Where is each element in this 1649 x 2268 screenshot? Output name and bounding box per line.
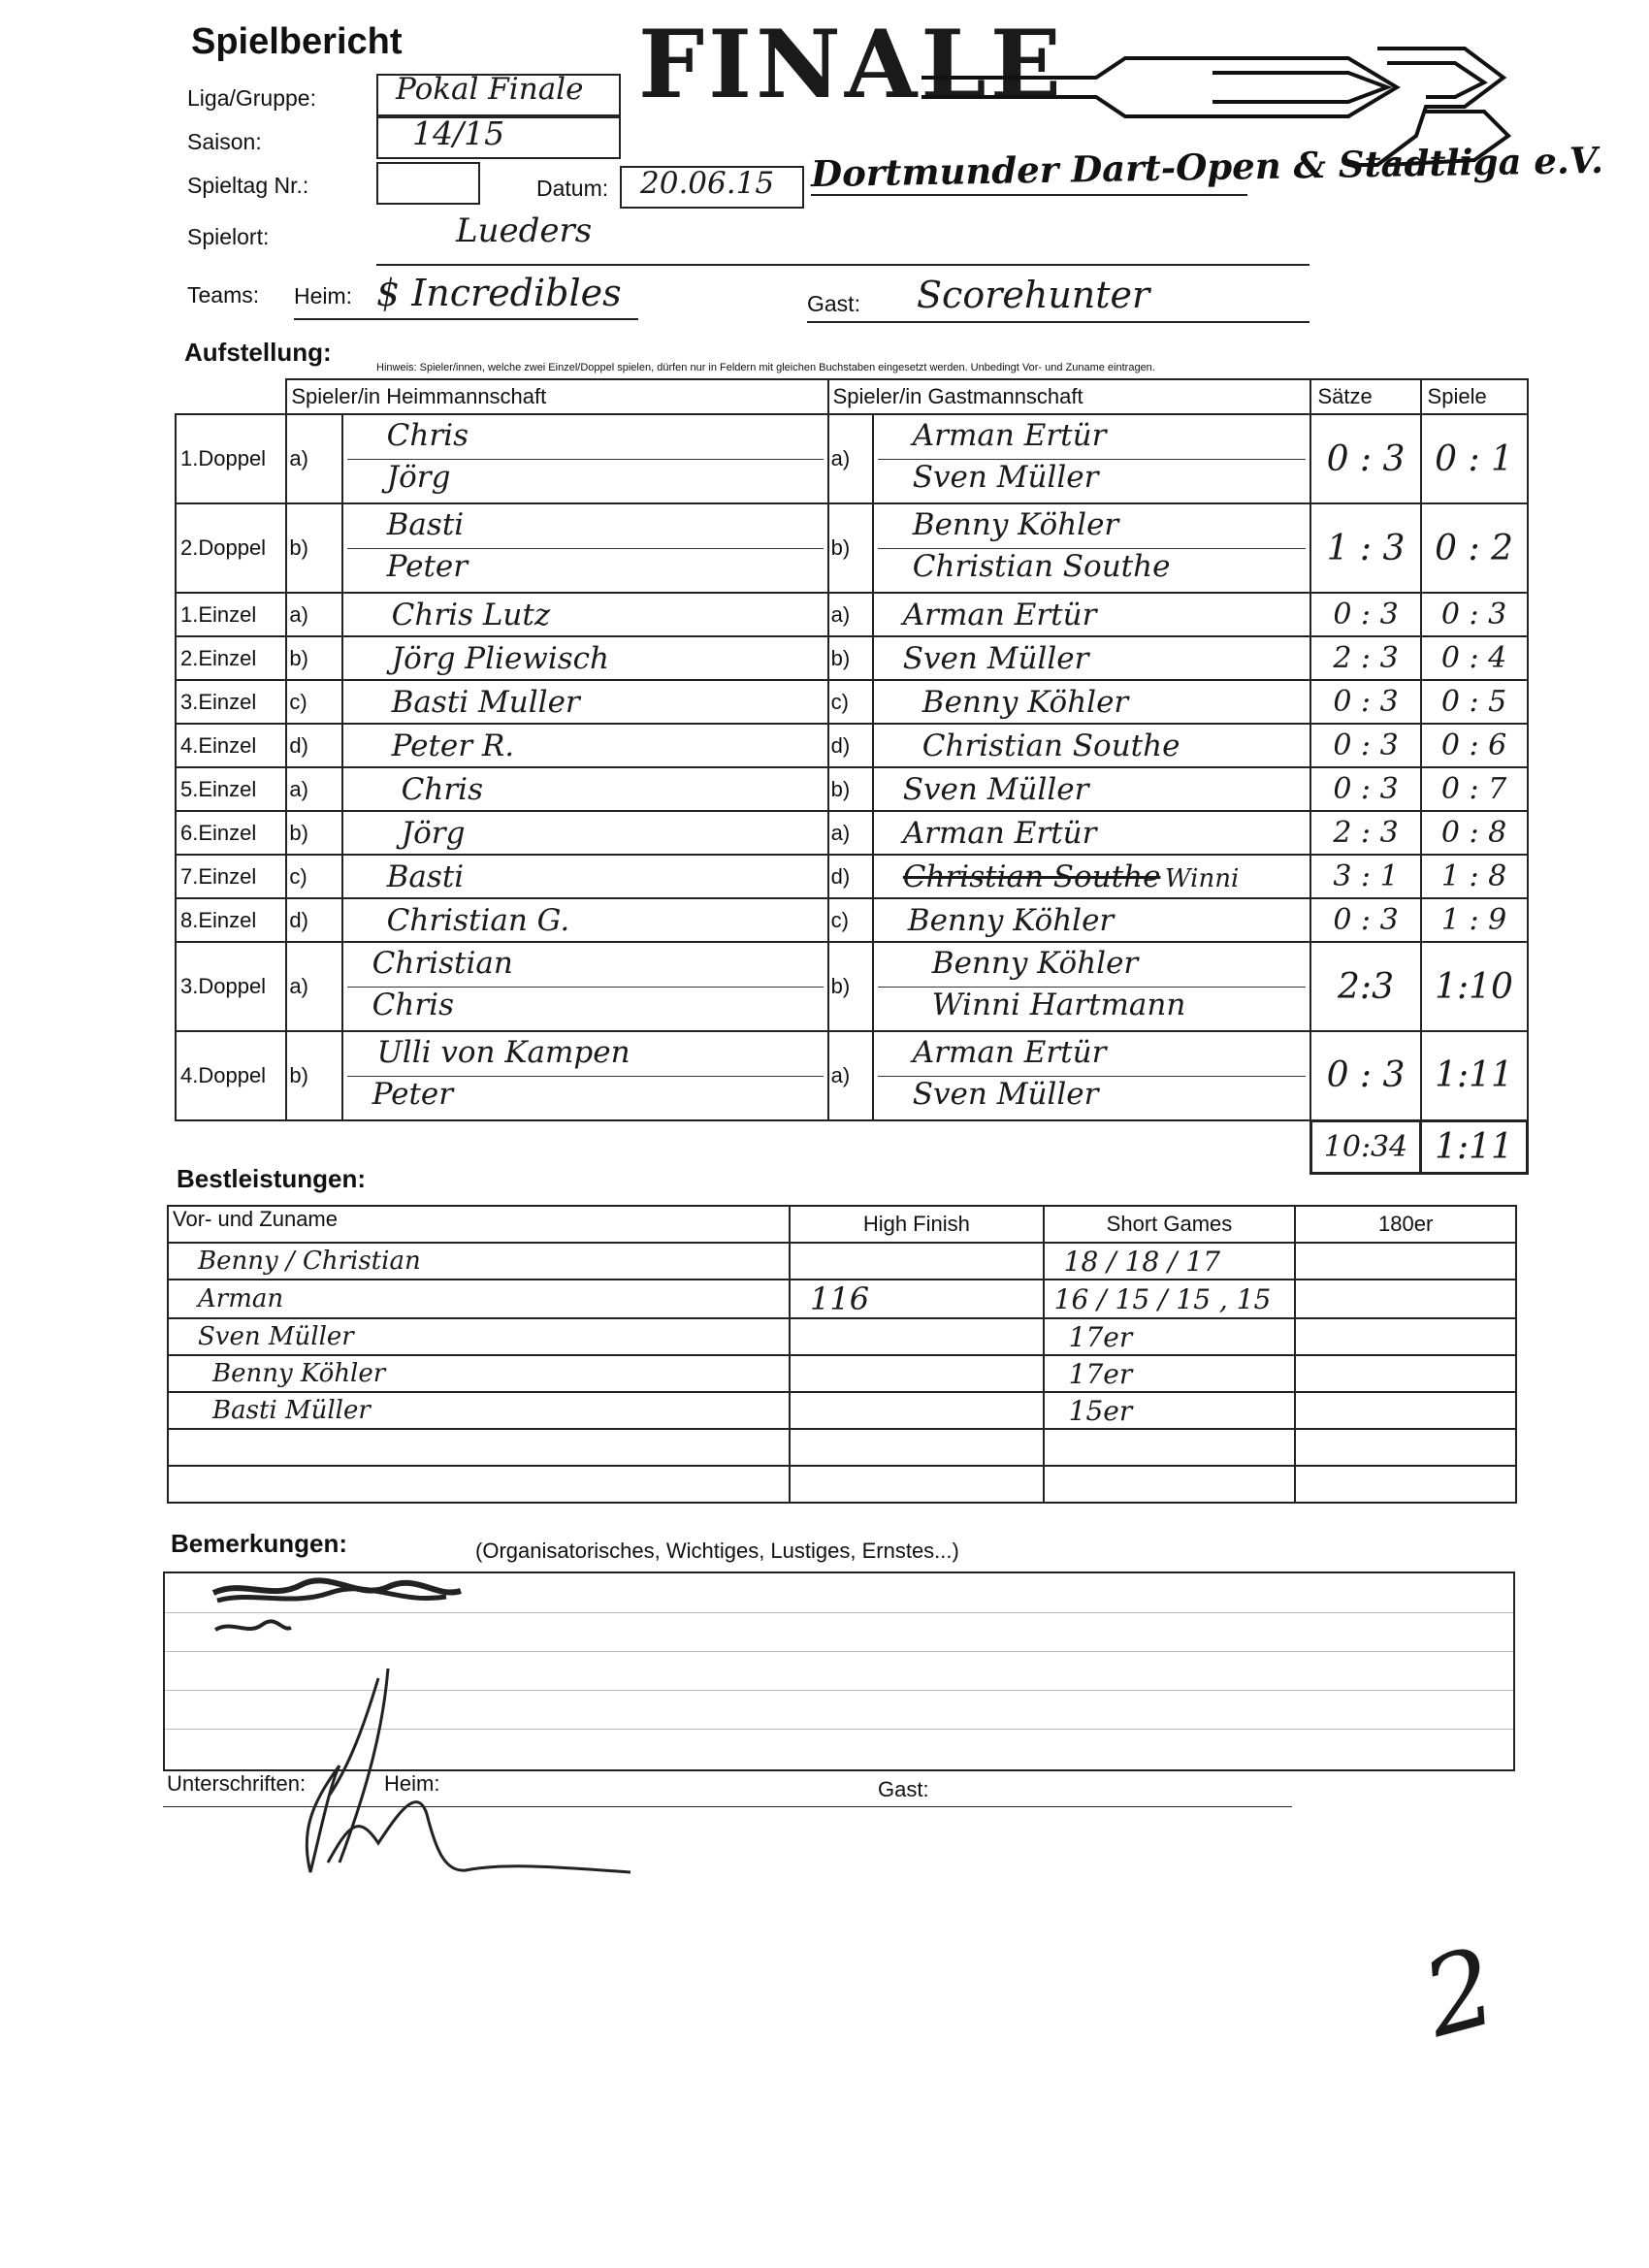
gast-value: Scorehunter xyxy=(917,274,1150,316)
sets-score[interactable]: 0 : 3 xyxy=(1310,767,1420,811)
table-row xyxy=(176,503,1528,593)
saison-value: 14/15 xyxy=(412,114,505,152)
datum-value: 20.06.15 xyxy=(640,166,775,201)
scribble-icon xyxy=(204,1571,475,1649)
best-heading: Bestleistungen: xyxy=(177,1164,367,1193)
home-slot: b) xyxy=(286,503,341,593)
table-row xyxy=(176,636,1528,680)
games-score[interactable]: 1:11 xyxy=(1421,1031,1528,1120)
guest-slot: b) xyxy=(828,636,873,680)
table-row xyxy=(168,1429,1516,1466)
games-score[interactable]: 1:10 xyxy=(1421,942,1528,1031)
home-player[interactable]: Chris xyxy=(342,767,828,811)
games-score[interactable]: 0 : 8 xyxy=(1421,811,1528,855)
guest-slot: c) xyxy=(828,680,873,724)
table-row xyxy=(168,1318,1516,1355)
guest-slot: a) xyxy=(828,593,873,636)
best-short[interactable]: 18 / 18 / 17 xyxy=(1044,1243,1296,1280)
home-slot: b) xyxy=(286,1031,341,1120)
guest-player[interactable]: Sven Müller xyxy=(873,636,1311,680)
table-row xyxy=(176,855,1528,898)
guest-player[interactable]: Sven Müller xyxy=(873,767,1311,811)
best-short[interactable]: 16 / 15 / 15 , 15 xyxy=(1044,1280,1296,1318)
guest-player[interactable]: Christian Southe xyxy=(873,724,1311,767)
games-score[interactable]: 0 : 6 xyxy=(1421,724,1528,767)
gast-line xyxy=(807,321,1310,323)
guest-players[interactable]: Arman Ertür Sven Müller xyxy=(873,414,1311,503)
sets-score[interactable]: 0 : 3 xyxy=(1310,724,1420,767)
guest-players[interactable]: Arman Ertür Sven Müller xyxy=(873,1031,1311,1120)
table-row xyxy=(176,811,1528,855)
best-180[interactable] xyxy=(1295,1392,1516,1429)
guest-slot: a) xyxy=(828,1031,873,1120)
page-mark: 2 xyxy=(1410,1924,1509,2061)
best-finish[interactable] xyxy=(790,1466,1044,1503)
org-name: Dortmunder Dart-Open & Stadtliga e.V. xyxy=(810,138,1604,196)
best-name[interactable] xyxy=(168,1466,790,1503)
best-finish[interactable]: 116 xyxy=(790,1280,1044,1318)
games-score[interactable]: 0 : 2 xyxy=(1421,503,1528,593)
best-finish[interactable] xyxy=(790,1429,1044,1466)
home-slot: a) xyxy=(286,593,341,636)
saison-label: Saison: xyxy=(187,129,262,154)
col-guest-header: Spieler/in Gastmannschaft xyxy=(828,379,1311,414)
home-player[interactable]: Jörg xyxy=(342,811,828,855)
row-label: 2.Einzel xyxy=(176,636,286,680)
sets-score[interactable]: 0 : 3 xyxy=(1310,898,1420,942)
best-finish[interactable] xyxy=(790,1392,1044,1429)
games-score[interactable]: 0 : 3 xyxy=(1421,593,1528,636)
col-short-header: Short Games xyxy=(1044,1206,1296,1243)
best-name[interactable] xyxy=(168,1429,790,1466)
best-short[interactable]: 15er xyxy=(1044,1392,1296,1429)
games-score[interactable]: 1 : 8 xyxy=(1421,855,1528,898)
guest-slot: a) xyxy=(828,414,873,503)
datum-label: Datum: xyxy=(536,176,609,201)
guest-slot: d) xyxy=(828,724,873,767)
table-row xyxy=(176,414,1528,503)
home-slot: d) xyxy=(286,898,341,942)
spieltag-field[interactable] xyxy=(376,162,480,205)
games-score[interactable]: 0 : 4 xyxy=(1421,636,1528,680)
best-short[interactable]: 17er xyxy=(1044,1355,1296,1392)
heim-value: $ Incredibles xyxy=(376,272,622,314)
row-label: 1.Doppel xyxy=(176,414,286,503)
heim-line xyxy=(294,318,638,320)
sets-score[interactable]: 2:3 xyxy=(1310,942,1420,1031)
lineup-heading: Aufstellung: xyxy=(184,338,332,367)
signature-heim-label: Heim: xyxy=(384,1771,440,1796)
best-name[interactable]: Benny Köhler xyxy=(168,1355,790,1392)
signature-gast-label: Gast: xyxy=(878,1777,929,1801)
sets-score[interactable]: 1 : 3 xyxy=(1310,503,1420,593)
row-label: 4.Einzel xyxy=(176,724,286,767)
best-name[interactable]: Sven Müller xyxy=(168,1318,790,1355)
spieltag-label: Spieltag Nr.: xyxy=(187,173,309,198)
row-label: 3.Doppel xyxy=(176,942,286,1031)
best-180[interactable] xyxy=(1295,1280,1516,1318)
lineup-table xyxy=(175,378,1529,1175)
home-slot: c) xyxy=(286,855,341,898)
best-180[interactable] xyxy=(1295,1243,1516,1280)
sets-score[interactable]: 3 : 1 xyxy=(1310,855,1420,898)
home-slot: b) xyxy=(286,636,341,680)
teams-label: Teams: xyxy=(187,282,260,308)
home-slot: b) xyxy=(286,811,341,855)
guest-player[interactable]: Benny Köhler xyxy=(873,898,1311,942)
home-slot: a) xyxy=(286,767,341,811)
sets-score[interactable]: 2 : 3 xyxy=(1310,811,1420,855)
guest-slot: d) xyxy=(828,855,873,898)
guest-players[interactable]: Benny Köhler Winni Hartmann xyxy=(873,942,1311,1031)
col-name-header: Vor- und Zuname xyxy=(168,1206,790,1243)
row-label: 7.Einzel xyxy=(176,855,286,898)
remarks-hint: (Organisatorisches, Wichtiges, Lustiges, Ernstes...) xyxy=(475,1539,959,1563)
best-name[interactable]: Arman xyxy=(168,1280,790,1318)
best-name[interactable]: Basti Müller xyxy=(168,1392,790,1429)
home-players[interactable]: Chris Jörg xyxy=(342,414,828,503)
table-row xyxy=(176,767,1528,811)
table-row xyxy=(176,680,1528,724)
signatures-label: Unterschriften: xyxy=(167,1771,307,1796)
best-180[interactable] xyxy=(1295,1318,1516,1355)
lineup-hint: Hinweis: Spieler/innen, welche zwei Einzel/Doppel spielen, dürfen nur in Feldern mit gleichen Buchstaben eingesetzt werden. Unbedingt Vor- und Zuname eintragen. xyxy=(376,362,1155,373)
col-home-header: Spieler/in Heimmannschaft xyxy=(286,379,827,414)
gast-label: Gast: xyxy=(807,291,860,316)
col-games-header: Spiele xyxy=(1421,379,1528,414)
games-score[interactable]: 0 : 1 xyxy=(1421,414,1528,503)
row-label: 6.Einzel xyxy=(176,811,286,855)
liga-label: Liga/Gruppe: xyxy=(187,85,316,111)
table-row xyxy=(168,1466,1516,1503)
best-name[interactable]: Benny / Christian xyxy=(168,1243,790,1280)
best-180[interactable] xyxy=(1295,1429,1516,1466)
home-players[interactable]: Basti Peter xyxy=(342,503,828,593)
sets-score[interactable]: 0 : 3 xyxy=(1310,414,1420,503)
sets-score[interactable]: 0 : 3 xyxy=(1310,680,1420,724)
games-score[interactable]: 0 : 5 xyxy=(1421,680,1528,724)
best-finish[interactable] xyxy=(790,1318,1044,1355)
best-short[interactable] xyxy=(1044,1466,1296,1503)
sets-score[interactable]: 2 : 3 xyxy=(1310,636,1420,680)
home-player[interactable]: Chris Lutz xyxy=(342,593,828,636)
guest-slot: c) xyxy=(828,898,873,942)
row-label: 2.Doppel xyxy=(176,503,286,593)
col-sets-header: Sätze xyxy=(1310,379,1420,414)
row-label: 1.Einzel xyxy=(176,593,286,636)
table-row xyxy=(168,1280,1516,1318)
spielort-label: Spielort: xyxy=(187,224,270,249)
home-player[interactable]: Basti xyxy=(342,855,828,898)
row-label: 5.Einzel xyxy=(176,767,286,811)
best-finish[interactable] xyxy=(790,1355,1044,1392)
table-row xyxy=(176,898,1528,942)
heim-label: Heim: xyxy=(294,283,353,308)
liga-value: Pokal Finale xyxy=(396,72,584,107)
col-finish-header: High Finish xyxy=(790,1206,1044,1243)
row-label: 4.Doppel xyxy=(176,1031,286,1120)
home-slot: a) xyxy=(286,414,341,503)
home-slot: c) xyxy=(286,680,341,724)
best-short[interactable]: 17er xyxy=(1044,1318,1296,1355)
guest-player[interactable]: Christian Southe Winni xyxy=(873,855,1311,898)
table-row xyxy=(176,593,1528,636)
best-180[interactable] xyxy=(1295,1466,1516,1503)
best-finish[interactable] xyxy=(790,1243,1044,1280)
table-row xyxy=(176,724,1528,767)
home-player[interactable]: Christian G. xyxy=(342,898,828,942)
signature-heim-icon[interactable] xyxy=(272,1639,660,1911)
home-players[interactable]: Ulli von Kampen Peter xyxy=(342,1031,828,1120)
page-title: Spielbericht xyxy=(191,21,403,62)
guest-slot: a) xyxy=(828,811,873,855)
sets-score[interactable]: 0 : 3 xyxy=(1310,1031,1420,1120)
home-player[interactable]: Peter R. xyxy=(342,724,828,767)
remarks-heading: Bemerkungen: xyxy=(171,1529,348,1558)
table-row xyxy=(168,1355,1516,1392)
best-short[interactable] xyxy=(1044,1429,1296,1466)
org-underline xyxy=(811,194,1247,196)
table-row xyxy=(168,1243,1516,1280)
best-180[interactable] xyxy=(1295,1355,1516,1392)
guest-slot: b) xyxy=(828,503,873,593)
table-row xyxy=(168,1392,1516,1429)
home-player[interactable]: Jörg Pliewisch xyxy=(342,636,828,680)
finale-stamp: FINALE xyxy=(638,10,1065,119)
table-row xyxy=(176,942,1528,1031)
total-sets[interactable]: 10:34 xyxy=(1310,1120,1420,1173)
guest-players[interactable]: Benny Köhler Christian Southe xyxy=(873,503,1311,593)
table-row xyxy=(176,1031,1528,1120)
games-score[interactable]: 1 : 9 xyxy=(1421,898,1528,942)
spielort-line xyxy=(376,264,1310,266)
home-slot: d) xyxy=(286,724,341,767)
row-label: 3.Einzel xyxy=(176,680,286,724)
best-table xyxy=(167,1205,1517,1504)
guest-player[interactable]: Benny Köhler xyxy=(873,680,1311,724)
guest-player[interactable]: Arman Ertür xyxy=(873,593,1311,636)
guest-player[interactable]: Arman Ertür xyxy=(873,811,1311,855)
sets-score[interactable]: 0 : 3 xyxy=(1310,593,1420,636)
home-player[interactable]: Basti Muller xyxy=(342,680,828,724)
spielort-value: Lueders xyxy=(456,211,593,250)
home-players[interactable]: Christian Chris xyxy=(342,942,828,1031)
struck-name: Christian Southe xyxy=(902,859,1161,894)
guest-slot: b) xyxy=(828,767,873,811)
guest-slot: b) xyxy=(828,942,873,1031)
total-games[interactable]: 1:11 xyxy=(1421,1120,1528,1173)
col-180-header: 180er xyxy=(1295,1206,1516,1243)
games-score[interactable]: 0 : 7 xyxy=(1421,767,1528,811)
row-label: 8.Einzel xyxy=(176,898,286,942)
home-slot: a) xyxy=(286,942,341,1031)
